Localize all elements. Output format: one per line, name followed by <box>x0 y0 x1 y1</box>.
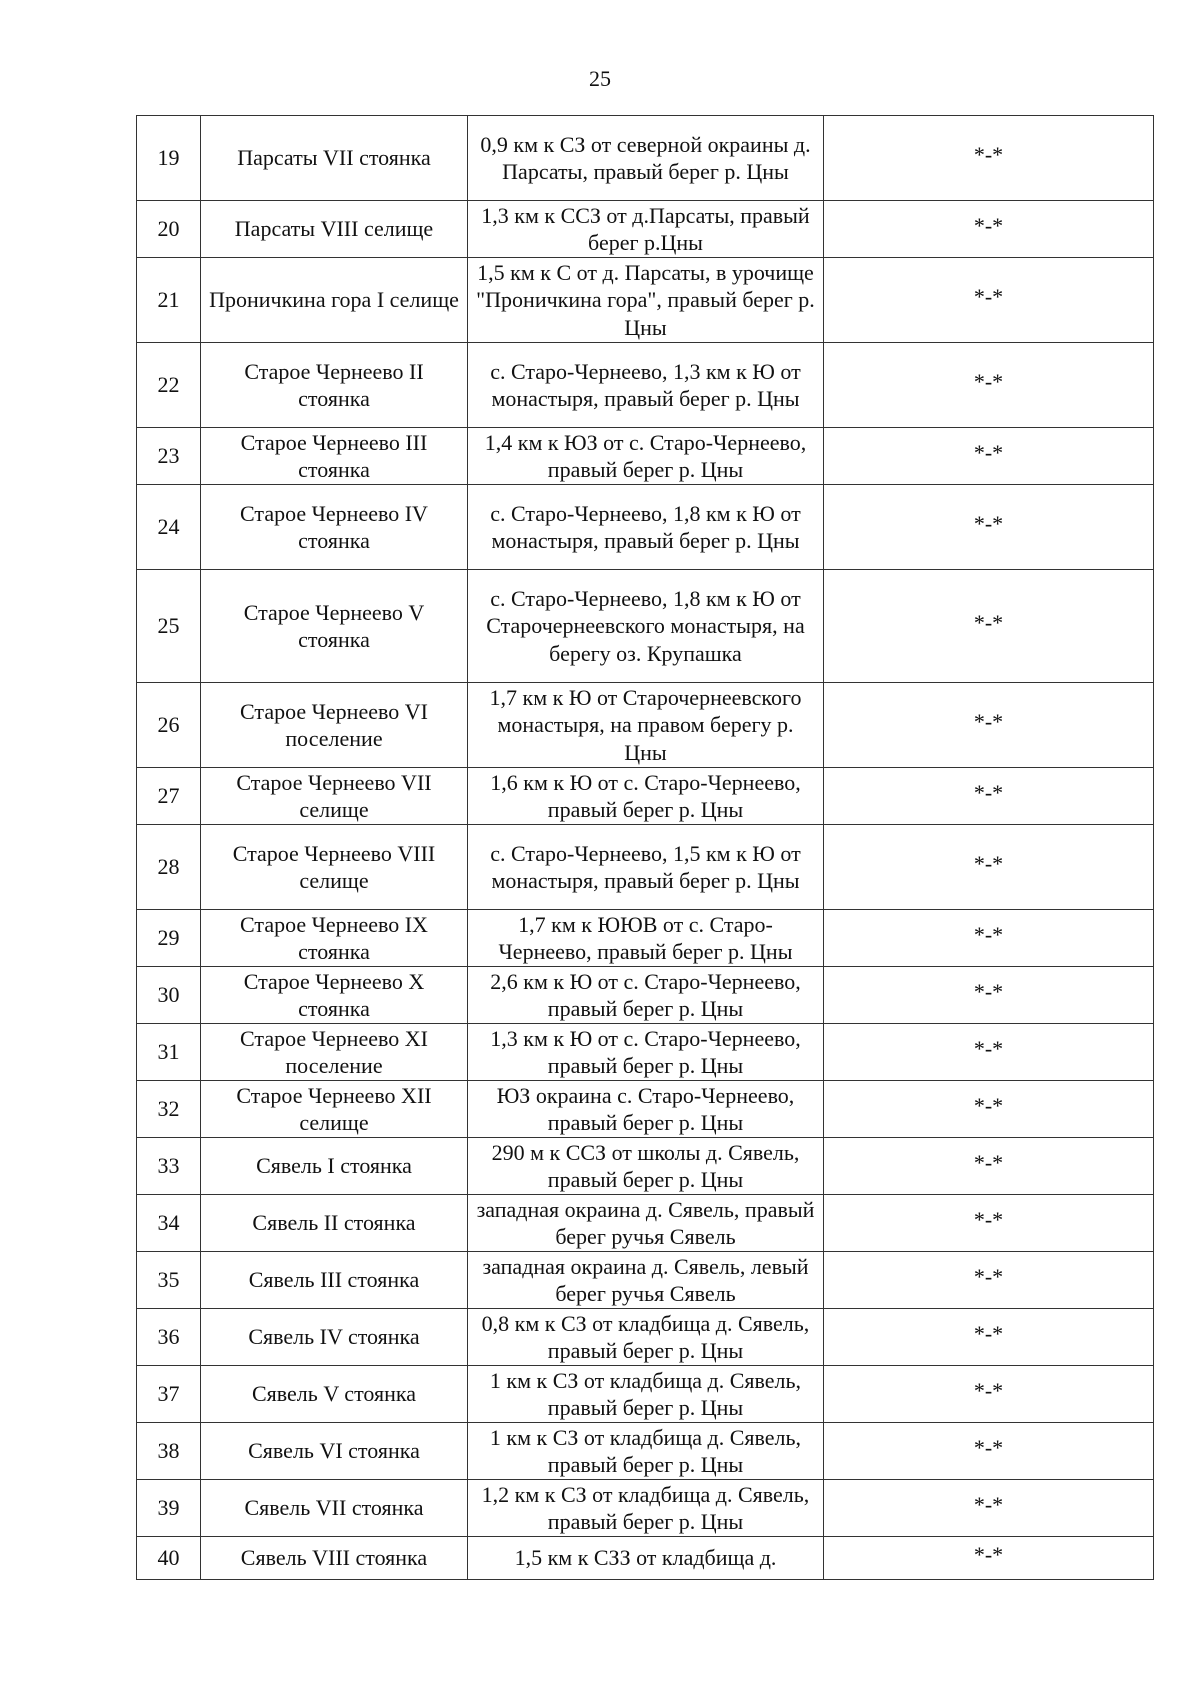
row-number: 39 <box>157 1495 180 1521</box>
site-name-cell <box>201 910 468 967</box>
site-location-cell <box>468 1480 824 1537</box>
site-name: Старое Чернеево VII селище <box>236 769 432 822</box>
table-body <box>137 116 1154 1580</box>
site-mark-cell <box>824 1138 1154 1195</box>
site-name: Старое Чернеево V стоянка <box>243 599 425 652</box>
site-mark-cell <box>824 1366 1154 1423</box>
site-name-cell <box>201 1252 468 1309</box>
site-mark: *-* <box>973 1321 1004 1347</box>
site-mark-cell <box>824 683 1154 768</box>
table-row <box>137 570 1154 683</box>
site-location: 0,8 км к СЗ от кладбища д. Сявель, правый берег р. Цны <box>481 1310 810 1363</box>
site-name: Старое Чернеево XI поселение <box>240 1025 428 1078</box>
table-row <box>137 1024 1154 1081</box>
site-location: 1,5 км к С от д. Парсаты, в урочище "Проничкина гора", правый берег р. Цны <box>476 259 815 340</box>
row-number-cell <box>137 1423 201 1480</box>
site-mark-cell <box>824 485 1154 570</box>
site-location-cell <box>468 910 824 967</box>
site-location: 1 км к СЗ от кладбища д. Сявель, правый берег р. Цны <box>489 1424 802 1477</box>
site-location: 1,5 км к СЗЗ от кладбища д. <box>514 1545 777 1571</box>
row-number-cell <box>137 1309 201 1366</box>
table-row <box>137 1081 1154 1138</box>
row-number-cell <box>137 825 201 910</box>
table-row <box>137 1480 1154 1537</box>
site-name-cell <box>201 825 468 910</box>
site-location-cell <box>468 570 824 683</box>
row-number: 26 <box>157 712 180 738</box>
site-name: Сявель VII стоянка <box>244 1495 424 1521</box>
site-location: 1,2 км к СЗ от кладбища д. Сявель, правый берег р. Цны <box>481 1481 810 1534</box>
site-name-cell <box>201 1309 468 1366</box>
site-name: Старое Чернеево VI поселение <box>240 698 428 751</box>
row-number-cell <box>137 1480 201 1537</box>
table-row <box>137 683 1154 768</box>
site-name: Сявель II стоянка <box>252 1210 416 1236</box>
site-location: с. Старо-Чернеево, 1,8 км к Ю от Старочернеевского монастыря, на берегу оз. Крупашка <box>486 585 805 666</box>
site-mark-cell <box>824 910 1154 967</box>
site-name-cell <box>201 258 468 343</box>
site-location-cell <box>468 1195 824 1252</box>
site-location-cell <box>468 1138 824 1195</box>
table-row <box>137 1252 1154 1309</box>
row-number: 35 <box>157 1267 180 1293</box>
table-row <box>137 1195 1154 1252</box>
row-number-cell <box>137 1537 201 1580</box>
site-mark-cell <box>824 768 1154 825</box>
site-name-cell <box>201 683 468 768</box>
site-location-cell <box>468 1024 824 1081</box>
site-location-cell <box>468 967 824 1024</box>
row-number: 30 <box>157 982 180 1008</box>
site-name: Сявель I стоянка <box>256 1153 412 1179</box>
site-mark: *-* <box>973 1150 1004 1176</box>
row-number: 36 <box>157 1324 180 1350</box>
row-number-cell <box>137 1366 201 1423</box>
row-number: 29 <box>157 925 180 951</box>
table-row <box>137 485 1154 570</box>
site-mark-cell <box>824 1537 1154 1580</box>
site-location: 1,6 км к Ю от с. Старо-Чернеево, правый берег р. Цны <box>490 769 801 822</box>
site-location-cell <box>468 1081 824 1138</box>
site-name: Старое Чернеево IV стоянка <box>240 500 428 553</box>
row-number-cell <box>137 570 201 683</box>
site-mark: *-* <box>973 284 1004 310</box>
site-mark: *-* <box>973 440 1004 466</box>
site-location: с. Старо-Чернеево, 1,8 км к Ю от монастыря, правый берег р. Цны <box>490 500 801 553</box>
site-name-cell <box>201 1480 468 1537</box>
table-row <box>137 910 1154 967</box>
site-location: 0,9 км к СЗ от северной окраины д. Парсаты, правый берег р. Цны <box>480 131 811 184</box>
row-number-cell <box>137 967 201 1024</box>
table-row <box>137 768 1154 825</box>
site-name: Проничкина гора I селище <box>209 287 459 313</box>
site-location-cell <box>468 201 824 258</box>
table-row <box>137 967 1154 1024</box>
row-number: 20 <box>157 216 180 242</box>
site-location-cell <box>468 343 824 428</box>
row-number-cell <box>137 1252 201 1309</box>
site-location-cell <box>468 1366 824 1423</box>
table-row <box>137 201 1154 258</box>
row-number: 37 <box>157 1381 180 1407</box>
site-name-cell <box>201 768 468 825</box>
site-location: с. Старо-Чернеево, 1,3 км к Ю от монастыря, правый берег р. Цны <box>490 358 801 411</box>
site-name-cell <box>201 1366 468 1423</box>
site-name: Сявель III стоянка <box>248 1267 420 1293</box>
site-mark-cell <box>824 825 1154 910</box>
site-location: 1,7 км к ЮЮВ от с. Старо-Чернеево, правый берег р. Цны <box>498 911 793 964</box>
site-name: Старое Чернеево III стоянка <box>240 429 428 482</box>
row-number: 23 <box>157 443 180 469</box>
site-name: Парсаты VIII селище <box>234 216 434 242</box>
site-mark: *-* <box>973 142 1004 168</box>
table-row <box>137 1309 1154 1366</box>
site-name: Старое Чернеево X стоянка <box>243 968 425 1021</box>
site-name: Старое Чернеево XII селище <box>236 1082 432 1135</box>
site-location: западная окраина д. Сявель, левый берег ручья Сявель <box>482 1253 809 1306</box>
row-number: 33 <box>157 1153 180 1179</box>
site-mark: *-* <box>973 1207 1004 1233</box>
row-number-cell <box>137 1081 201 1138</box>
site-mark-cell <box>824 428 1154 485</box>
site-location-cell <box>468 1537 824 1580</box>
site-name: Старое Чернеево IX стоянка <box>240 911 428 964</box>
site-location-cell <box>468 1309 824 1366</box>
site-mark-cell <box>824 570 1154 683</box>
site-location-cell <box>468 116 824 201</box>
site-mark: *-* <box>973 1264 1004 1290</box>
site-mark-cell <box>824 201 1154 258</box>
site-name-cell <box>201 1024 468 1081</box>
row-number: 24 <box>157 514 180 540</box>
row-number: 19 <box>157 145 180 171</box>
site-location-cell <box>468 1423 824 1480</box>
site-name-cell <box>201 116 468 201</box>
table-row <box>137 1138 1154 1195</box>
site-mark: *-* <box>973 780 1004 806</box>
row-number: 28 <box>157 854 180 880</box>
site-name: Сявель IV стоянка <box>248 1324 420 1350</box>
site-location: 1,3 км к ССЗ от д.Парсаты, правый берег р.Цны <box>481 202 810 255</box>
site-mark: *-* <box>973 610 1004 636</box>
site-mark-cell <box>824 1252 1154 1309</box>
table-row <box>137 1366 1154 1423</box>
site-mark: *-* <box>973 1378 1004 1404</box>
site-mark: *-* <box>973 709 1004 735</box>
site-mark: *-* <box>973 1036 1004 1062</box>
site-location-cell <box>468 825 824 910</box>
site-name-cell <box>201 201 468 258</box>
site-location: 1 км к СЗ от кладбища д. Сявель, правый берег р. Цны <box>489 1367 802 1420</box>
site-mark-cell <box>824 1480 1154 1537</box>
site-name-cell <box>201 1138 468 1195</box>
site-name-cell <box>201 1537 468 1580</box>
site-mark: *-* <box>973 213 1004 239</box>
site-mark: *-* <box>973 851 1004 877</box>
site-mark: *-* <box>973 1492 1004 1518</box>
site-name-cell <box>201 428 468 485</box>
site-mark: *-* <box>973 1093 1004 1119</box>
row-number-cell <box>137 1024 201 1081</box>
row-number-cell <box>137 428 201 485</box>
row-number: 22 <box>157 372 180 398</box>
site-mark-cell <box>824 1423 1154 1480</box>
site-location: 1,3 км к Ю от с. Старо-Чернеево, правый берег р. Цны <box>490 1025 801 1078</box>
table-row <box>137 1423 1154 1480</box>
site-mark-cell <box>824 258 1154 343</box>
table-row <box>137 825 1154 910</box>
page-number: 25 <box>589 66 611 91</box>
row-number-cell <box>137 768 201 825</box>
row-number: 34 <box>157 1210 180 1236</box>
site-mark-cell <box>824 343 1154 428</box>
site-location: западная окраина д. Сявель, правый берег ручья Сявель <box>476 1196 815 1249</box>
site-mark: *-* <box>973 369 1004 395</box>
site-name-cell <box>201 967 468 1024</box>
site-name: Сявель VI стоянка <box>248 1438 420 1464</box>
site-location: 1,7 км к Ю от Старочернеевского монастыря, на правом берегу р. Цны <box>489 684 802 765</box>
row-number-cell <box>137 116 201 201</box>
row-number-cell <box>137 1195 201 1252</box>
row-number: 32 <box>157 1096 180 1122</box>
site-location: с. Старо-Чернеево, 1,5 км к Ю от монастыря, правый берег р. Цны <box>490 840 801 893</box>
site-location: 1,4 км к ЮЗ от с. Старо-Чернеево, правый берег р. Цны <box>484 429 807 482</box>
row-number-cell <box>137 258 201 343</box>
site-location-cell <box>468 1252 824 1309</box>
site-mark: *-* <box>973 1542 1004 1568</box>
row-number: 27 <box>157 783 180 809</box>
site-mark: *-* <box>973 1435 1004 1461</box>
site-mark-cell <box>824 1024 1154 1081</box>
row-number-cell <box>137 1138 201 1195</box>
site-mark: *-* <box>973 511 1004 537</box>
site-name-cell <box>201 570 468 683</box>
row-number: 21 <box>157 287 180 313</box>
site-name-cell <box>201 1081 468 1138</box>
site-name: Старое Чернеево VIII селище <box>232 840 436 893</box>
site-mark: *-* <box>973 979 1004 1005</box>
table-row <box>137 343 1154 428</box>
row-number: 40 <box>157 1545 180 1571</box>
site-location-cell <box>468 768 824 825</box>
site-mark-cell <box>824 967 1154 1024</box>
site-location-cell <box>468 683 824 768</box>
site-name: Старое Чернеево II стоянка <box>244 358 424 411</box>
site-mark: *-* <box>973 922 1004 948</box>
table-row <box>137 428 1154 485</box>
row-number-cell <box>137 201 201 258</box>
row-number: 25 <box>157 613 180 639</box>
site-mark-cell <box>824 1081 1154 1138</box>
table-row <box>137 116 1154 201</box>
heritage-sites-table <box>136 115 1154 1580</box>
row-number-cell <box>137 485 201 570</box>
site-location-cell <box>468 428 824 485</box>
row-number: 38 <box>157 1438 180 1464</box>
site-location: 2,6 км к Ю от с. Старо-Чернеево, правый берег р. Цны <box>490 968 801 1021</box>
site-location-cell <box>468 258 824 343</box>
table-row <box>137 1537 1154 1580</box>
site-name: Сявель V стоянка <box>251 1381 416 1407</box>
row-number-cell <box>137 343 201 428</box>
site-name-cell <box>201 343 468 428</box>
site-name-cell <box>201 1195 468 1252</box>
row-number-cell <box>137 683 201 768</box>
table-row <box>137 258 1154 343</box>
site-name: Парсаты VII стоянка <box>237 145 431 171</box>
site-mark-cell <box>824 1309 1154 1366</box>
site-mark-cell <box>824 1195 1154 1252</box>
site-location: ЮЗ окраина с. Старо-Чернеево, правый берег р. Цны <box>496 1082 795 1135</box>
site-location-cell <box>468 485 824 570</box>
site-name-cell <box>201 1423 468 1480</box>
site-name-cell <box>201 485 468 570</box>
site-name: Сявель VIII стоянка <box>240 1545 428 1571</box>
row-number: 31 <box>157 1039 180 1065</box>
site-location: 290 м к ССЗ от школы д. Сявель, правый берег р. Цны <box>491 1139 800 1192</box>
row-number-cell <box>137 910 201 967</box>
site-mark-cell <box>824 116 1154 201</box>
